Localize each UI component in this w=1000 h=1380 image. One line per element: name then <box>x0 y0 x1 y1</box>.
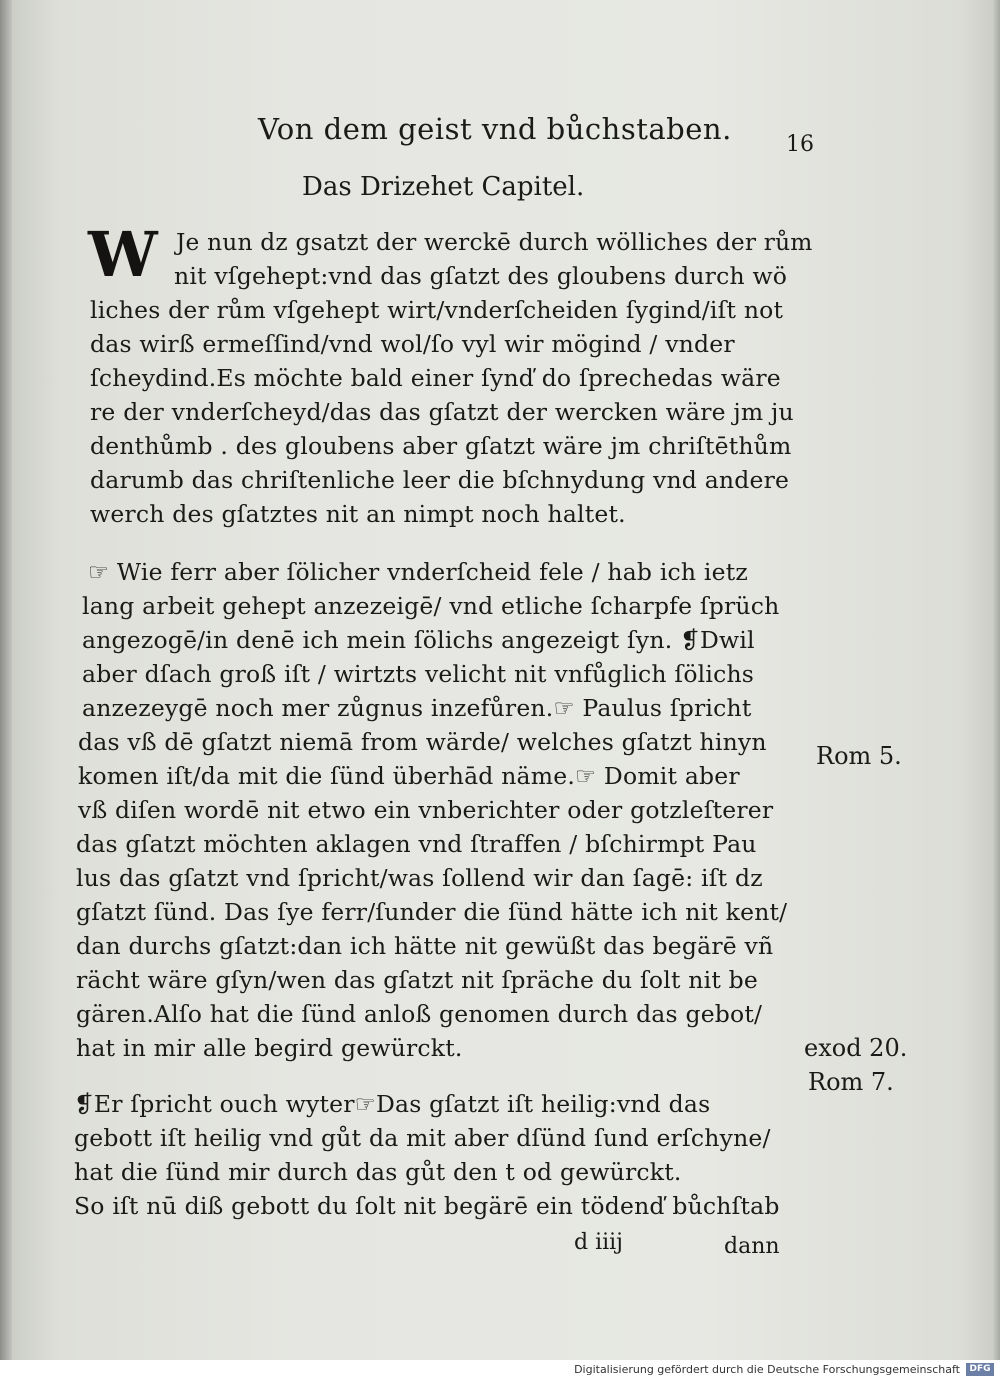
text-line: dan durchs gſatzt:dan ich hätte nit gewüßt das begärē vñ <box>76 932 774 960</box>
text-line: nit vſgehept:vnd das gſatzt des gloubens durch wö <box>174 262 788 290</box>
text-line: Je nun dz gsatzt der werckē durch wölliches der rům <box>176 228 813 256</box>
text-line: darumb das chriſtenliche leer die bſchnydung vnd andere <box>90 466 790 494</box>
running-head: Von dem geist vnd bůchstaben. <box>258 112 732 146</box>
text-line: So iſt nū diß gebott du ſolt nit begärē ein tödenď bůchſtab <box>74 1192 780 1220</box>
page-edge-right <box>992 0 1000 1360</box>
text-line: rächt wäre gſyn/wen das gſatzt nit ſpräche du ſolt nit be <box>76 966 759 994</box>
footer-bar <box>0 1360 1000 1380</box>
catchword: dann <box>724 1234 780 1259</box>
text-line: das wirß ermeſſind/vnd wol/ſo vyl wir mögind / vnder <box>90 330 735 358</box>
text-line: lang arbeit gehept anzezeigē/ vnd etliche ſcharpfe ſprüch <box>82 592 780 620</box>
text-line: aber dſach groß iſt / wirtzts velicht nit vnfůglich ſölichs <box>82 660 755 688</box>
text-line: vß diſen wordē nit etwo ein vnberichter oder gotzleſterer <box>78 796 774 824</box>
text-line: anzezeygē noch mer zůgnus inzefůren.☞ Paulus ſpricht <box>82 694 752 722</box>
text-line: denthůmb . des gloubens aber gſatzt wäre jm chriſtēthům <box>90 432 792 460</box>
text-line: das vß dē gſatzt niemā from wärde/ welches gſatzt hinyn <box>78 728 767 756</box>
text-line: angezogē/in denē ich mein ſölichs angezeigt ſyn. ❡Dwil <box>82 626 755 654</box>
page-number: 16 <box>786 132 814 157</box>
text-line: gären.Alſo hat die ſünd anloß genomen durch das gebot/ <box>76 1000 763 1028</box>
signature-mark: d iiij <box>574 1230 624 1255</box>
margin-note: exod 20. <box>804 1034 908 1062</box>
text-line: gebott iſt heilig vnd gůt da mit aber dſünd ſund erſchyne/ <box>74 1124 771 1152</box>
text-line: gſatzt ſünd. Das ſye ferr/ſunder die ſünd hätte ich nit kent/ <box>76 898 788 926</box>
text-line: das gſatzt möchten aklagen vnd ſtraffen / bſchirmpt Pau <box>76 830 757 858</box>
text-line: lus das gſatzt vnd ſpricht/was ſollend wir dan ſagē: iſt dz <box>76 864 763 892</box>
funding-notice: Digitalisierung gefördert durch die Deutsche Forschungsgemeinschaft <box>574 1363 960 1376</box>
drop-initial: W <box>88 218 158 291</box>
text-line: ☞ Wie ferr aber ſölicher vnderſcheid fele / hab ich ietz <box>88 558 748 586</box>
text-line: werch des gſatztes nit an nimpt noch haltet. <box>90 500 626 528</box>
text-line: liches der rům vſgehept wirt/vnderſcheiden ſygind/iſt not <box>90 296 784 324</box>
chapter-title: Das Drizehet Capitel. <box>302 172 585 202</box>
text-line: komen iſt/da mit die ſünd überhād näme.☞ Domit aber <box>78 762 740 790</box>
text-line: ſcheydind.Es möchte bald einer ſynď do ſprechedas wäre <box>90 364 781 392</box>
page-edge-left <box>0 0 12 1360</box>
margin-note: Rom 7. <box>808 1068 894 1096</box>
text-line: ❡Er ſpricht ouch wyter☞Das gſatzt iſt heilig:vnd das <box>74 1090 711 1118</box>
margin-note: Rom 5. <box>816 742 902 770</box>
text-line: hat die ſünd mir durch das gůt den t od gewürckt. <box>74 1158 682 1186</box>
text-line: re der vnderſcheyd/das das gſatzt der wercken wäre jm ju <box>90 398 794 426</box>
text-line: hat in mir alle begird gewürckt. <box>76 1034 463 1062</box>
dfg-logo: DFG <box>966 1363 994 1376</box>
